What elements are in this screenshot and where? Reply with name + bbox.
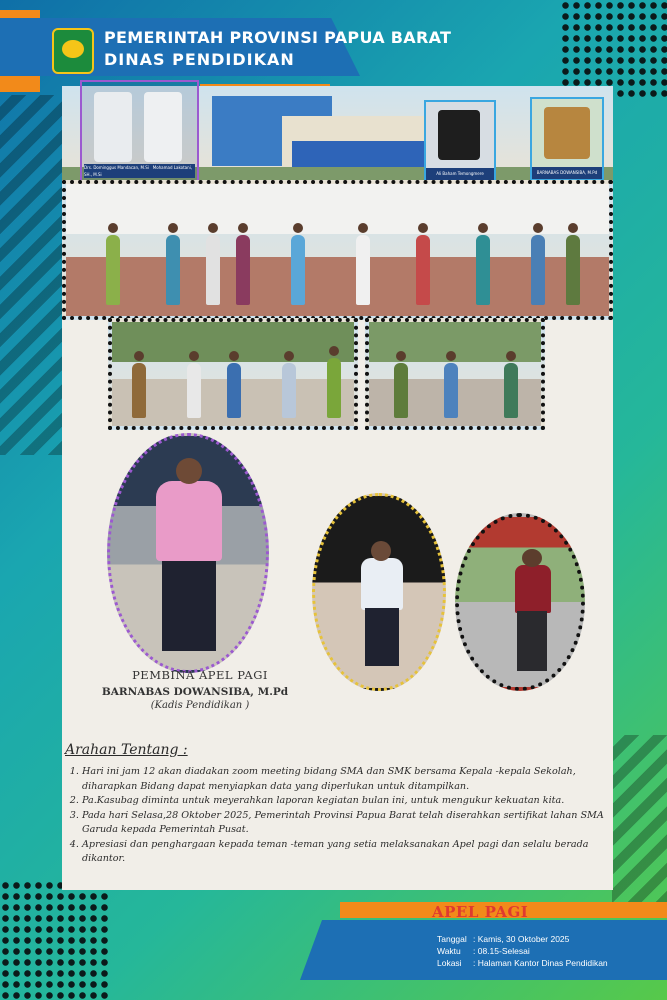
arahan-item: 2. Pa.Kasubag diminta untuk meyerahkan laporan kegiatan bulan ini, untuk mengukur kekuatan kita. bbox=[82, 794, 628, 809]
decor-dots-bottom-left bbox=[0, 880, 110, 1000]
pembina-label: PEMBINA APEL PAGI bbox=[132, 668, 268, 682]
arahan-item: 1. Hari ini jam 12 akan diadakan zoom meeting bidang SMA dan SMK bersama Kepala -kepala Sekolah, diharapkan Bidang dapat menyiapkan data yang diperlukan untuk ditampilkan. bbox=[82, 765, 628, 794]
leaders-caption: Drs. Dominggus Mandacan, M.Si Mohamad Lakotani, SH., M.Si bbox=[84, 164, 195, 178]
official-portrait bbox=[438, 110, 480, 160]
pembina-role: (Kadis Pendidikan ) bbox=[150, 700, 250, 711]
head-portrait-frame bbox=[530, 97, 604, 181]
arahan-list bbox=[66, 765, 628, 867]
event-title: APEL PAGI bbox=[432, 903, 529, 921]
official-caption: Ali Baham Temongmere bbox=[426, 168, 494, 180]
officer-photo-center bbox=[312, 493, 446, 691]
leader-portrait-vice-governor bbox=[144, 92, 182, 162]
arahan-item: 3. Pada hari Selasa,28 Oktober 2025, Pemerintah Provinsi Papua Barat telah diserahkan sertifikat lahan SMA Garuda kepada Pemerintah Pusat. bbox=[82, 809, 628, 838]
event-date: Tanggal : Kamis, 30 Oktober 2025 bbox=[437, 934, 570, 944]
leaders-portrait-frame bbox=[80, 80, 199, 182]
header-title: PEMERINTAH PROVINSI PAPUA BARAT bbox=[104, 28, 452, 47]
pembina-photo bbox=[107, 433, 269, 673]
official-portrait-frame bbox=[424, 100, 496, 182]
arahan-item: 4. Apresiasi dan penghargaan kepada teman -teman yang setia melaksanakan Apel pagi dan selalu berada dikantor. bbox=[82, 838, 628, 867]
arahan-title: Arahan Tentang : bbox=[65, 742, 188, 758]
leader-portrait-governor bbox=[94, 92, 132, 162]
head-portrait-caption: BARNABAS DOWANSIBA, M.Pd bbox=[532, 167, 602, 179]
group-photo-main bbox=[62, 180, 613, 320]
group-photo-left bbox=[108, 318, 358, 430]
event-location: Lokasi : Halaman Kantor Dinas Pendidikan bbox=[437, 958, 608, 968]
officer-photo-right bbox=[455, 513, 585, 691]
decor-stripes-left bbox=[0, 95, 62, 455]
group-photo-right bbox=[365, 318, 545, 430]
event-time: Waktu : 08.15-Selesai bbox=[437, 946, 530, 956]
decor-dots-top-right bbox=[560, 0, 667, 100]
head-portrait bbox=[544, 107, 590, 159]
pembina-name: BARNABAS DOWANSIBA, M.Pd bbox=[101, 686, 289, 698]
papua-barat-logo bbox=[52, 28, 94, 74]
header-subtitle: DINAS PENDIDIKAN bbox=[104, 50, 295, 69]
